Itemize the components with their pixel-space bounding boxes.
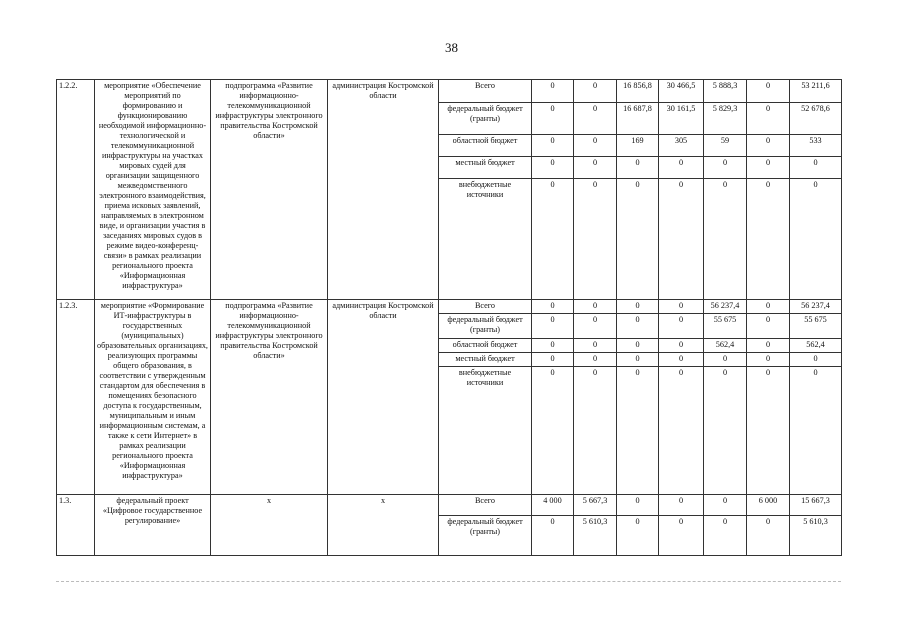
value-cell: 0 <box>574 80 617 103</box>
activity-name: мероприятие «Обеспечение мероприятий по формированию и функционированию необходимой информационно-технологической и телекоммуникационной инфраструктуры на участках мировых судей для организации защищенного межведомственного электронного взаимодействия, приема исковых заявлений, направляемых в электронном виде, и организации участия в заседаниях мировых судов в режиме видео-конференц-связи» в рамках реализации регионального проекта «Информационная инфраструктура» <box>95 80 211 300</box>
value-cell: 0 <box>574 314 617 339</box>
value-cell: 0 <box>532 339 574 353</box>
page-bottom-rule <box>56 581 841 582</box>
value-cell: 59 <box>704 135 747 157</box>
value-cell: 5 667,3 <box>574 495 617 516</box>
value-cell: 0 <box>574 367 617 495</box>
value-cell: 0 <box>790 157 842 179</box>
value-cell: 0 <box>532 80 574 103</box>
value-cell: 30 466,5 <box>659 80 704 103</box>
executor: администрация Костромской области <box>328 80 439 300</box>
value-cell: 0 <box>790 367 842 495</box>
value-cell: 0 <box>747 135 790 157</box>
value-cell: 0 <box>659 179 704 300</box>
value-cell: 0 <box>659 339 704 353</box>
subprogram-name: подпрограмма «Развитие информационно-телекоммуникационной инфраструктуры электронного правительства Костромской области» <box>211 300 328 495</box>
value-cell: 0 <box>704 495 747 516</box>
value-cell: 0 <box>574 353 617 367</box>
row-number: 1.2.3. <box>57 300 95 495</box>
value-cell: 533 <box>790 135 842 157</box>
value-cell: 0 <box>659 314 704 339</box>
value-cell: 0 <box>532 516 574 556</box>
value-cell: 0 <box>659 495 704 516</box>
value-cell: 0 <box>747 179 790 300</box>
value-cell: 0 <box>532 135 574 157</box>
subprogram-name: подпрограмма «Развитие информационно-телекоммуникационной инфраструктуры электронного правительства Костромской области» <box>211 80 328 300</box>
value-cell: 0 <box>659 353 704 367</box>
value-cell: 305 <box>659 135 704 157</box>
executor: х <box>328 495 439 556</box>
value-cell: 0 <box>704 367 747 495</box>
value-cell: 0 <box>574 103 617 135</box>
value-cell: 0 <box>532 179 574 300</box>
value-cell: 15 667,3 <box>790 495 842 516</box>
value-cell: 0 <box>747 339 790 353</box>
value-cell: 16 687,8 <box>617 103 659 135</box>
value-cell: 0 <box>747 300 790 314</box>
funding-source: областной бюджет <box>439 339 532 353</box>
value-cell: 53 211,6 <box>790 80 842 103</box>
value-cell: 5 610,3 <box>574 516 617 556</box>
value-cell: 16 856,8 <box>617 80 659 103</box>
value-cell: 0 <box>532 103 574 135</box>
value-cell: 169 <box>617 135 659 157</box>
value-cell: 55 675 <box>790 314 842 339</box>
value-cell: 0 <box>704 353 747 367</box>
value-cell: 0 <box>704 179 747 300</box>
budget-table <box>56 79 842 556</box>
value-cell: 0 <box>659 157 704 179</box>
value-cell: 562,4 <box>704 339 747 353</box>
funding-source: внебюджетные источники <box>439 179 532 300</box>
value-cell: 0 <box>532 353 574 367</box>
value-cell: 30 161,5 <box>659 103 704 135</box>
value-cell: 0 <box>574 300 617 314</box>
value-cell: 0 <box>617 353 659 367</box>
value-cell: 0 <box>532 300 574 314</box>
value-cell: 0 <box>574 339 617 353</box>
funding-source: Всего <box>439 495 532 516</box>
value-cell: 562,4 <box>790 339 842 353</box>
table-row <box>57 495 842 516</box>
funding-source: федеральный бюджет (гранты) <box>439 516 532 556</box>
value-cell: 0 <box>574 157 617 179</box>
row-number: 1.3. <box>57 495 95 556</box>
value-cell: 0 <box>747 353 790 367</box>
row-number: 1.2.2. <box>57 80 95 300</box>
value-cell: 0 <box>747 80 790 103</box>
funding-source: областной бюджет <box>439 135 532 157</box>
activity-name: мероприятие «Формирование ИТ-инфраструктуры в государственных (муниципальных) образовательных организациях, реализующих программы общего образования, в соответствии с утвержденным стандартом для обеспечения в помещениях безопасного доступа к государственным, муниципальным и иным информационным системам, а также к сети Интернет» в рамках реализации регионального проекта «Информационная инфраструктура» <box>95 300 211 495</box>
value-cell: 0 <box>617 300 659 314</box>
value-cell: 0 <box>574 179 617 300</box>
funding-source: Всего <box>439 80 532 103</box>
value-cell: 0 <box>659 300 704 314</box>
value-cell: 0 <box>617 179 659 300</box>
value-cell: 0 <box>747 157 790 179</box>
funding-source: федеральный бюджет (гранты) <box>439 103 532 135</box>
table-row <box>57 300 842 314</box>
value-cell: 0 <box>704 516 747 556</box>
value-cell: 0 <box>532 157 574 179</box>
value-cell: 56 237,4 <box>790 300 842 314</box>
value-cell: 4 000 <box>532 495 574 516</box>
executor: администрация Костромской области <box>328 300 439 495</box>
value-cell: 0 <box>532 367 574 495</box>
value-cell: 0 <box>747 516 790 556</box>
value-cell: 5 829,3 <box>704 103 747 135</box>
value-cell: 5 610,3 <box>790 516 842 556</box>
value-cell: 0 <box>659 516 704 556</box>
value-cell: 0 <box>790 353 842 367</box>
value-cell: 0 <box>790 179 842 300</box>
value-cell: 52 678,6 <box>790 103 842 135</box>
value-cell: 0 <box>617 367 659 495</box>
value-cell: 0 <box>659 367 704 495</box>
value-cell: 5 888,3 <box>704 80 747 103</box>
value-cell: 0 <box>617 516 659 556</box>
table-row <box>57 80 842 103</box>
funding-source: Всего <box>439 300 532 314</box>
value-cell: 0 <box>617 339 659 353</box>
funding-source: местный бюджет <box>439 157 532 179</box>
value-cell: 0 <box>747 367 790 495</box>
subprogram-name: х <box>211 495 328 556</box>
funding-source: внебюджетные источники <box>439 367 532 495</box>
value-cell: 0 <box>532 314 574 339</box>
value-cell: 0 <box>617 157 659 179</box>
value-cell: 0 <box>617 314 659 339</box>
value-cell: 0 <box>617 495 659 516</box>
value-cell: 6 000 <box>747 495 790 516</box>
funding-source: местный бюджет <box>439 353 532 367</box>
value-cell: 0 <box>574 135 617 157</box>
value-cell: 55 675 <box>704 314 747 339</box>
value-cell: 0 <box>704 157 747 179</box>
funding-source: федеральный бюджет (гранты) <box>439 314 532 339</box>
page-number: 38 <box>445 40 458 55</box>
activity-name: федеральный проект «Цифровое государственное регулирование» <box>95 495 211 556</box>
value-cell: 56 237,4 <box>704 300 747 314</box>
value-cell: 0 <box>747 314 790 339</box>
value-cell: 0 <box>747 103 790 135</box>
